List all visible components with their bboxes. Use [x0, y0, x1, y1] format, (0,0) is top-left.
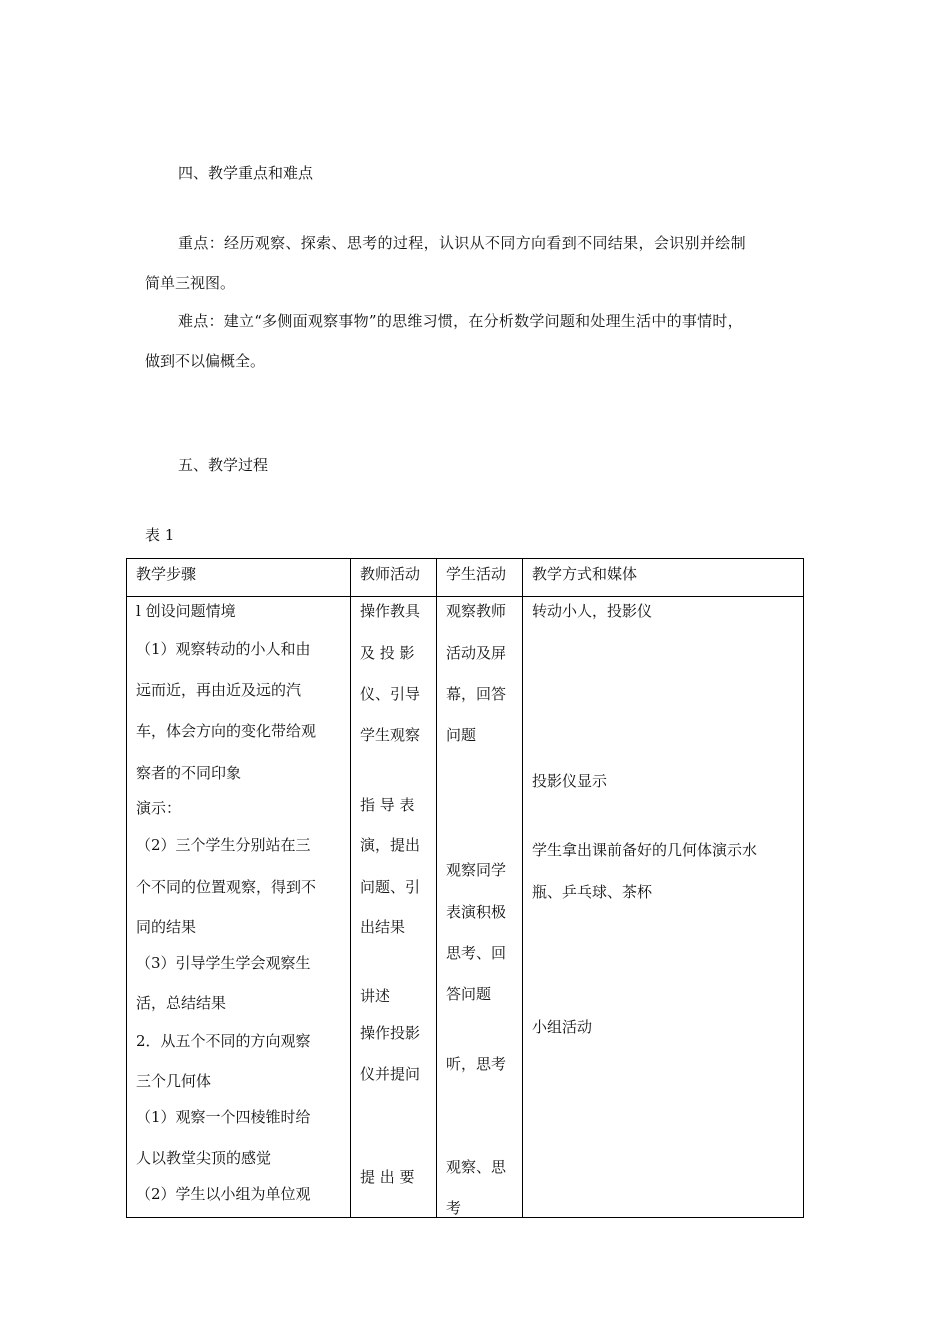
section-4-heading: 四、教学重点和难点 [178, 164, 314, 182]
header-divider [127, 596, 803, 597]
step-line: 个不同的位置观察，得到不 [136, 878, 317, 896]
student-activity-line: 观察、思 [446, 1158, 507, 1176]
method-media-line: 转动小人，投影仪 [532, 602, 653, 620]
student-activity-line: 听，思考 [446, 1055, 507, 1073]
step-line: l 创设问题情境 [136, 602, 236, 620]
step-line: （2）三个学生分别站在三 [136, 836, 311, 854]
teacher-activity-line: 仪并提问 [360, 1065, 421, 1083]
student-activity-line: 观察同学 [446, 861, 507, 879]
student-activity-line: 观察教师 [446, 602, 507, 620]
student-activity-line: 思考、回 [446, 944, 507, 962]
step-line: 车，体会方向的变化带给观 [136, 722, 317, 740]
student-activity-line: 问题 [446, 726, 477, 744]
key-point-line-2: 简单三视图。 [145, 274, 236, 292]
difficult-point-line-1: 难点：建立“多侧面观察事物”的思维习惯，在分析数学问题和处理生活中的事情时， [178, 312, 743, 330]
key-point-line-1: 重点：经历观察、探索、思考的过程，认识从不同方向看到不同结果，会识别并绘制 [178, 234, 746, 252]
teaching-process-table [126, 558, 804, 1218]
column-divider [522, 559, 523, 1217]
teacher-activity-line: 问题、引 [360, 878, 421, 896]
section-5-heading: 五、教学过程 [178, 456, 269, 474]
step-line: （1）观察转动的小人和由 [136, 640, 311, 658]
step-line: 远而近，再由近及远的汽 [136, 681, 302, 699]
header-method-media: 教学方式和媒体 [532, 565, 638, 583]
teacher-activity-line: 及 投 影 [360, 644, 415, 662]
step-line: 察者的不同印象 [136, 764, 242, 782]
teacher-activity-line: 指 导 表 [360, 796, 415, 814]
student-activity-line: 幕，回答 [446, 685, 507, 703]
step-line: 演示： [136, 799, 182, 817]
method-media-line: 瓶、乒乓球、茶杯 [532, 883, 653, 901]
table-caption: 表 1 [145, 526, 175, 544]
teacher-activity-line: 演，提出 [360, 836, 421, 854]
step-line: 活，总结结果 [136, 994, 227, 1012]
student-activity-line: 考 [446, 1199, 462, 1217]
teacher-activity-line: 操作投影 [360, 1024, 421, 1042]
step-line: 2．从五个不同的方向观察 [136, 1032, 311, 1050]
student-activity-line: 活动及屏 [446, 644, 507, 662]
header-student-activity: 学生活动 [446, 565, 507, 583]
column-divider [436, 559, 437, 1217]
method-media-line: 学生拿出课前备好的几何体演示水 [532, 841, 758, 859]
method-media-line: 投影仪显示 [532, 772, 608, 790]
step-line: （2）学生以小组为单位观 [136, 1185, 311, 1203]
step-line: 三个几何体 [136, 1072, 212, 1090]
teacher-activity-line: 仪、引导 [360, 685, 421, 703]
step-line: 同的结果 [136, 918, 197, 936]
teacher-activity-line: 提 出 要 [360, 1168, 415, 1186]
teacher-activity-line: 出结果 [360, 918, 406, 936]
column-divider [350, 559, 351, 1217]
header-teaching-steps: 教学步骤 [136, 565, 197, 583]
step-line: （1）观察一个四棱锥时给 [136, 1108, 311, 1126]
step-line: 人以教堂尖顶的感觉 [136, 1149, 272, 1167]
step-line: （3）引导学生学会观察生 [136, 954, 311, 972]
teacher-activity-line: 操作教具 [360, 602, 421, 620]
header-teacher-activity: 教师活动 [360, 565, 421, 583]
student-activity-line: 表演积极 [446, 903, 507, 921]
method-media-line: 小组活动 [532, 1018, 593, 1036]
teacher-activity-line: 讲述 [360, 987, 391, 1005]
difficult-point-line-2: 做到不以偏概全。 [145, 352, 266, 370]
student-activity-line: 答问题 [446, 985, 492, 1003]
teacher-activity-line: 学生观察 [360, 726, 421, 744]
